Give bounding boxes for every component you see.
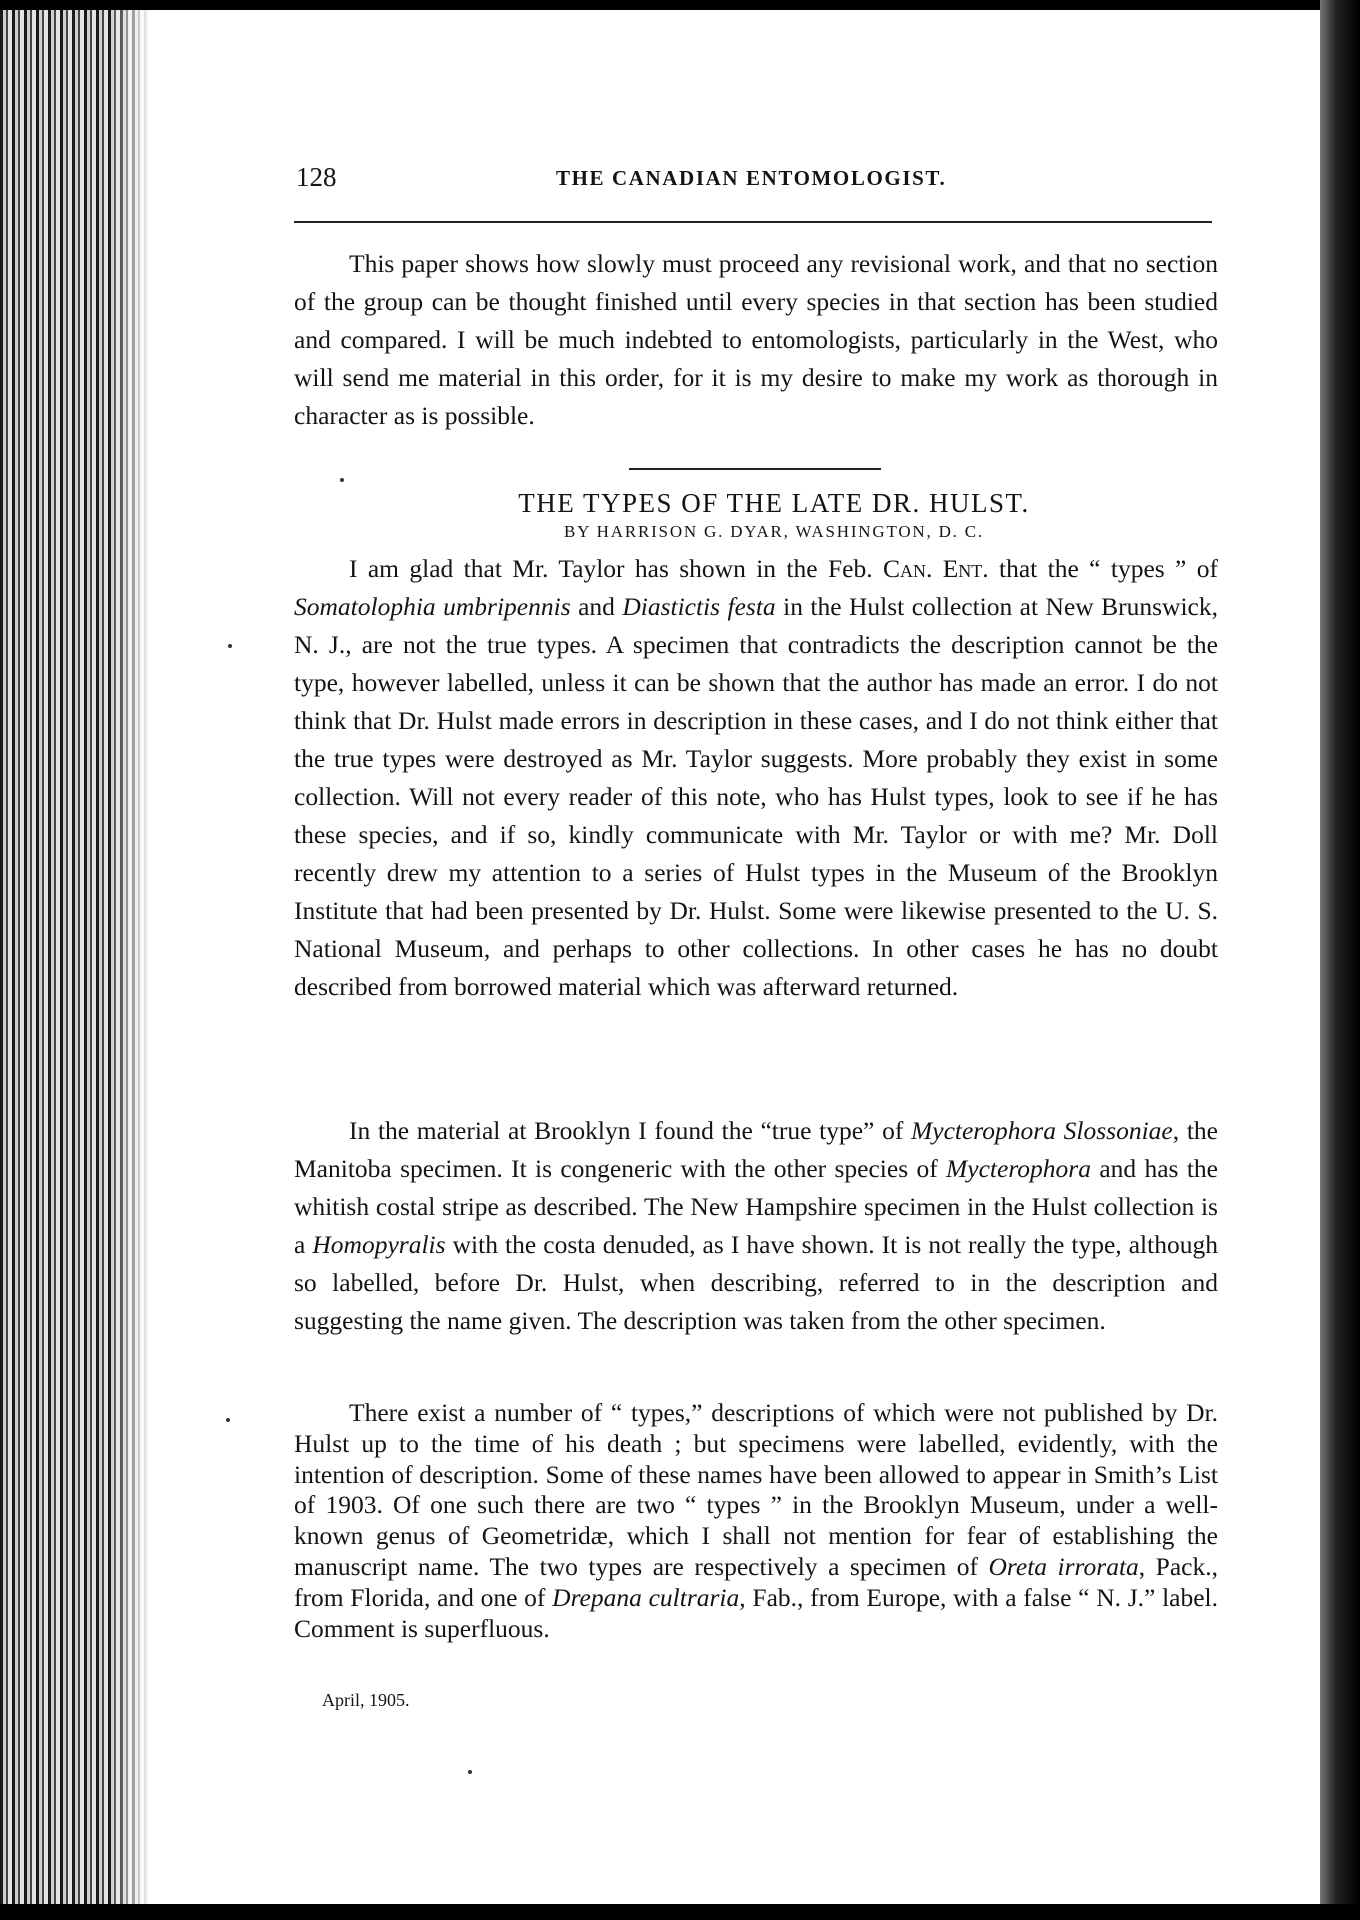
speck-mark [226, 1418, 230, 1422]
paragraph-1-text-d: in the Hulst collection at New Brunswick, N. J., are not the true types. A specimen that contradicts the description cannot be the type, however labelled, unless it can be shown that the author has made an error. I do not think that Dr. Hulst made errors in description in these cases, and I do not think either that the true types were destroyed as Mr. Taylor suggests. More probably they exist in some collection. Will not every reader of this note, who has Hulst types, look to see if he has these species, and if so, kindly communicate with Mr. Taylor or with me? Mr. Doll recently drew my attention to a series of Hulst types in the Museum of the Brooklyn Institute that had been presented by Dr. Hulst. Some were likewise presented to the U. S. National Museum, and perhaps to other collections. In other cases he has no doubt described from borrowed material which was afterward returned. [294, 592, 1218, 1001]
species-name: Oreta irrorata [988, 1551, 1139, 1581]
article-byline: BY HARRISON G. DYAR, WASHINGTON, D. C. [564, 522, 984, 541]
species-name: Mycterophora Slossoniae [911, 1116, 1173, 1145]
scan-border-bottom [0, 1904, 1360, 1920]
species-name: Somatolophia umbripennis [294, 592, 571, 621]
speck-mark [340, 478, 344, 482]
paragraph-2-block [294, 1112, 1218, 1340]
journal-abbreviation: Can. Ent. [882, 554, 989, 583]
paragraph-3-text-b: , Pack., from Florida, and one of [294, 1551, 1219, 1612]
paragraph-1-block [294, 550, 1218, 1006]
paragraph-3 [294, 1398, 1218, 1644]
intro-paragraph: This paper shows how slowly must proceed any revisional work, and that no section of the group can be thought finished until every species in that section has been studied and compared. I will be much indebted to entomologists, particularly in the West, who will send me material in this order, for it is my desire to make my work as thorough in character as is possible. [294, 249, 1218, 430]
paragraph-2-text-d: with the costa denuded, as I have shown. It is not really the type, although so labelled, before Dr. Hulst, when describing, referred to in the description and suggesting the name given. The description was taken from the other specimen. [294, 1230, 1218, 1335]
header-rule [294, 221, 1212, 223]
page-number: 128 [296, 162, 337, 192]
speck-mark [228, 644, 232, 648]
paragraph-2-text-c: and has the whitish costal stripe as described. The New Hampshire specimen in the Hulst collection is a [294, 1154, 1218, 1259]
scan-border-right [1320, 0, 1360, 1920]
scan-border-top [0, 0, 1360, 10]
paragraph-1-text-b: that the “ types ” of [988, 554, 1218, 583]
date-note: April, 1905. [322, 1690, 410, 1710]
article-title: THE TYPES OF THE LATE DR. HULST. [518, 488, 1030, 518]
species-name: Diastictis festa [622, 592, 776, 621]
paragraph-1-text-a: I am glad that Mr. Taylor has shown in the Feb. [349, 554, 883, 583]
page-edges-stack [0, 0, 150, 1920]
genus-name: Homopyralis [312, 1230, 446, 1259]
paragraph-2 [294, 1112, 1218, 1340]
paragraph-3-block [294, 1398, 1218, 1644]
paragraph-2-text-b: , the Manitoba specimen. It is congeneric with the other species of [294, 1116, 1219, 1183]
paragraph-3-text-c: , Fab., from Europe, with a false “ N. J.” label. Comment is superfluous. [294, 1582, 1219, 1643]
genus-name: Mycterophora [946, 1154, 1091, 1183]
page-content [294, 150, 1219, 1710]
paragraph-1-text-c: and [570, 592, 623, 621]
journal-title: THE CANADIAN ENTOMOLOGIST. [556, 166, 947, 190]
paragraph-1 [294, 550, 1218, 1006]
intro-paragraph-block [294, 245, 1218, 435]
paragraph-3-text-a: There exist a number of “ types,” descriptions of which were not published by Dr. Hulst up to the time of his death ; but specimens were labelled, evidently, with the intention of description. Some of these names have been allowed to appear in Smith’s List of 1903. Of one such there are two “ types ” in the Brooklyn Museum, under a well-known genus of Geometridæ, which I shall not mention for fear of establishing the manuscript name. The two types are respectively a specimen of [294, 1398, 1218, 1581]
paragraph-2-text-a: In the material at Brooklyn I found the “true type” of [349, 1116, 912, 1145]
species-name: Drepana cultraria [552, 1582, 740, 1612]
section-divider-rule [629, 468, 881, 470]
running-head [294, 150, 1218, 190]
speck-mark [468, 1770, 472, 1774]
